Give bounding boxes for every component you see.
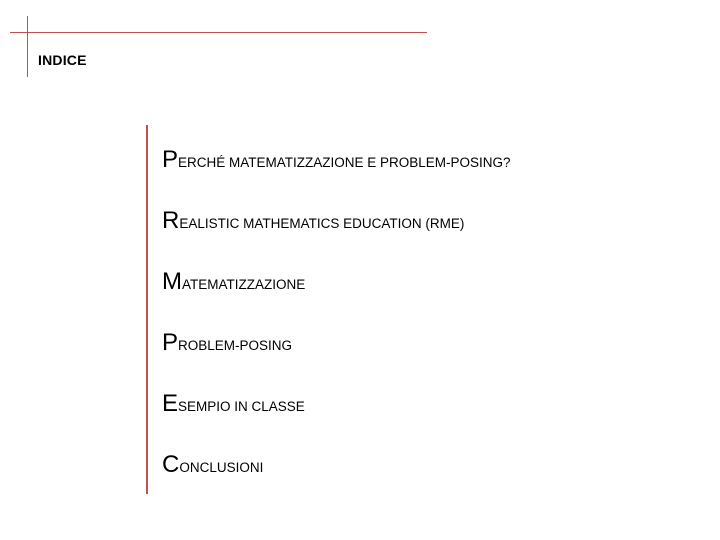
- toc-item-text: ONCLUSIONI: [179, 460, 264, 475]
- toc-item-initial: M: [162, 268, 182, 295]
- toc-item-conclusioni: [162, 444, 511, 505]
- toc-item-initial: P: [162, 146, 179, 173]
- toc-item-initial: E: [162, 390, 179, 417]
- toc-item-text: ATEMATIZZAZIONE: [182, 277, 306, 292]
- toc-item-initial: P: [162, 329, 179, 356]
- toc-item-text: SEMPIO IN CLASSE: [178, 399, 305, 414]
- toc-accent-bar: [146, 125, 148, 494]
- toc-item-text: EALISTIC MATHEMATICS EDUCATION (RME): [179, 216, 465, 231]
- toc-item-text: ERCHÉ MATEMATIZZAZIONE E PROBLEM-POSING?: [178, 155, 511, 170]
- toc-item-initial: R: [162, 207, 180, 234]
- header-horizontal-rule: [10, 32, 427, 33]
- toc-item-esempio: [162, 383, 511, 444]
- header-vertical-rule: [27, 16, 28, 77]
- toc-item-problem-posing: [162, 322, 511, 383]
- table-of-contents: [162, 139, 511, 505]
- toc-item-rme: [162, 200, 511, 261]
- toc-item-perche: [162, 139, 511, 200]
- toc-item-matematizzazione: [162, 261, 511, 322]
- toc-item-text: ROBLEM-POSING: [178, 338, 293, 353]
- toc-item-initial: C: [162, 451, 180, 478]
- slide-title: INDICE: [38, 52, 87, 68]
